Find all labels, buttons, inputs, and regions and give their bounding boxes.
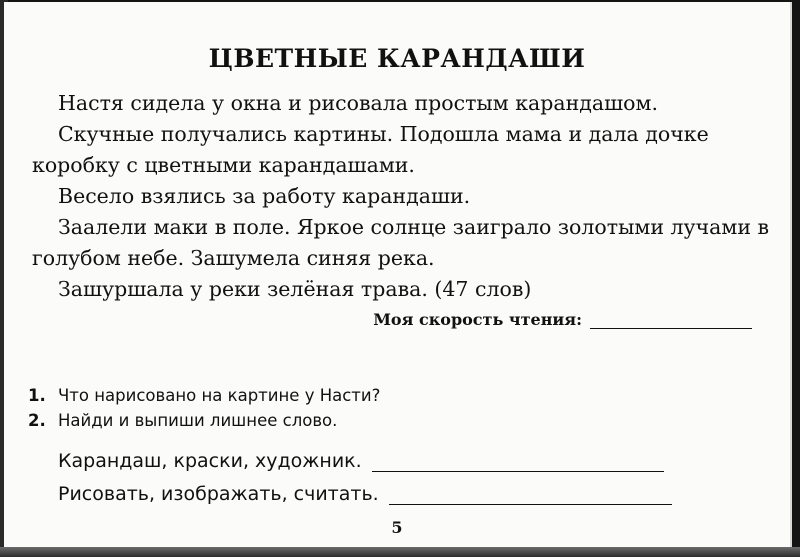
word-group-text: Рисовать, изображать, считать. [58,483,379,505]
question-text: Найди и выпиши лишнее слово. [58,411,338,430]
story-paragraph-3: Весело взялись за работу карандаши. [58,184,471,208]
story-paragraph-2: Скучные получались картины. Подошла мама и дала дочке коробку с цветными карандашами. [32,122,709,177]
word-group-2 [58,483,672,505]
question-item [28,408,380,433]
word-group-text: Карандаш, краски, художник. [58,450,362,472]
question-number: 2. [28,411,46,430]
question-text: Что нарисовано на картине у Насти? [58,386,381,405]
questions-list [28,383,380,433]
answer-line-2[interactable] [389,488,672,505]
reading-speed-answer-line[interactable] [590,314,752,329]
story-paragraph-1: Настя сидела у окна и рисовала простым карандашом. [58,91,658,115]
page-number: 5 [391,518,403,537]
story-paragraph-5: Зашуршала у реки зелёная трава. (47 слов) [58,277,532,301]
page-title: ЦВЕТНЫЕ КАРАНДАШИ [208,44,586,73]
story-text [32,88,772,305]
reading-speed-label: Моя скорость чтения: [373,310,582,329]
scan-bottom-edge [0,547,800,557]
story-paragraph-4: Заалели маки в поле. Яркое солнце заиграло золотыми лучами в голубом небе. Зашумела синяя река. [32,215,770,270]
question-number: 1. [28,386,46,405]
reading-speed-field [373,310,752,329]
answer-line-1[interactable] [372,455,664,472]
word-group-1 [58,450,664,472]
worksheet-page [4,2,792,553]
question-item [28,383,380,408]
